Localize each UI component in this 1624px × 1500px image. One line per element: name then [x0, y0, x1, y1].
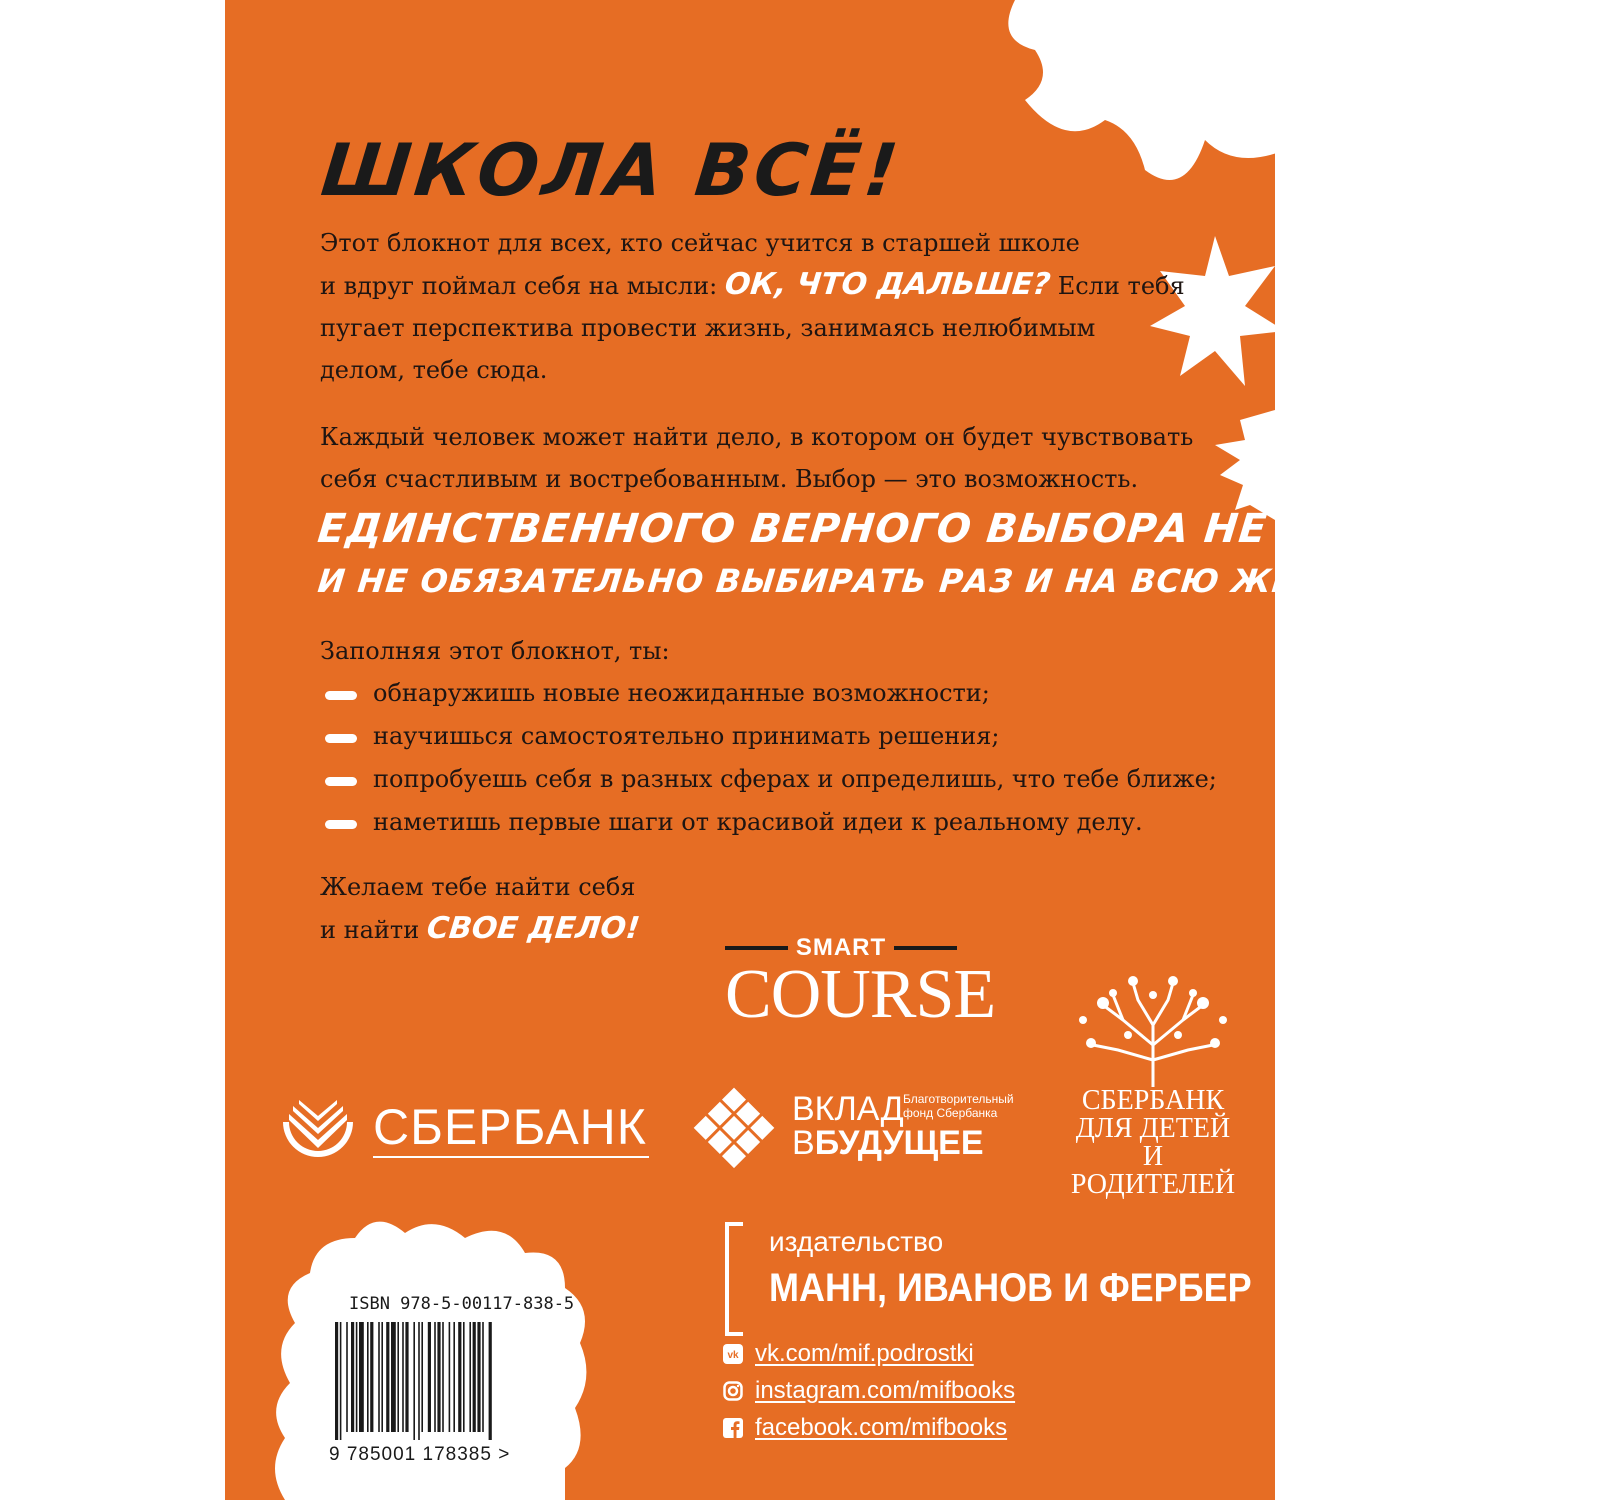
sberbank-kids-logo	[1063, 975, 1243, 1200]
intro-line: делом, тебе сюда.	[320, 356, 548, 384]
dash-bullet-icon	[325, 691, 357, 700]
social-link-text[interactable]: vk.com/mif.podrostki	[755, 1340, 974, 1367]
barcode-number: 9 785001 178385 >	[329, 1444, 511, 1465]
page-title: ШКОЛА ВСЁ!	[317, 128, 906, 212]
social-link-instagram[interactable]	[723, 1377, 1015, 1405]
intro-text: и вдруг поймал себя на мысли:	[320, 272, 718, 300]
publisher-name: МАНН, ИВАНОВ И ФЕРБЕР	[769, 1266, 1252, 1310]
social-link-vk[interactable]	[723, 1340, 974, 1368]
vklad-fund-label: Благотворительный фонд Сбербанка	[903, 1092, 1014, 1120]
isbn-label: ISBN 978-5-00117-838-5	[349, 1294, 575, 1314]
list-intro: Заполняя этот блокнот, ты:	[320, 637, 670, 665]
wish-paragraph	[320, 866, 642, 951]
intro-line: пугает перспектива провести жизнь, занимаясь нелюбимым	[320, 314, 1096, 342]
sberbank-underline	[373, 1156, 649, 1158]
tree-icon	[1073, 975, 1233, 1087]
sberbank-emblem-icon	[281, 1100, 355, 1162]
diamond-grid-icon	[689, 1088, 779, 1172]
benefits-list	[325, 672, 1217, 844]
intro-text: Если тебя	[1057, 272, 1185, 300]
book-back-cover	[225, 0, 1624, 1500]
dash-bullet-icon	[325, 734, 357, 743]
choice-paragraph	[320, 416, 1240, 500]
kids-logo-text: СБЕРБАНК ДЛЯ ДЕТЕЙ И РОДИТЕЛЕЙ	[1070, 1085, 1236, 1200]
list-item: наметишь первые шаги от красивой идеи к реальному делу.	[325, 801, 1217, 844]
wish-line: Желаем тебе найти себя	[320, 873, 636, 901]
social-link-text[interactable]: facebook.com/mifbooks	[755, 1414, 1008, 1441]
choice-line: себя счастливым и востребованным. Выбор — это возможность.	[320, 465, 1139, 493]
publisher-label: издательство	[769, 1226, 944, 1257]
smart-course-small: SMART	[795, 934, 887, 961]
wish-highlight: СВОЕ ДЕЛО!	[425, 911, 642, 946]
barcode-image	[333, 1322, 543, 1440]
smart-course-big: COURSE	[725, 956, 996, 1033]
choice-line: Каждый человек может найти дело, в котором он будет чувствовать	[320, 423, 1194, 451]
logo-rule	[894, 946, 957, 950]
highlight-statement-1: ЕДИНСТВЕННОГО ВЕРНОГО ВЫБОРА НЕ СУЩЕСТВУЕТ,	[315, 506, 1624, 552]
intro-paragraph	[320, 222, 1240, 391]
instagram-icon	[723, 1381, 743, 1401]
highlight-statement-2: И НЕ ОБЯЗАТЕЛЬНО ВЫБИРАТЬ РАЗ И НА ВСЮ ЖИЗНЬ!	[316, 562, 1395, 600]
intro-highlight: ОК, ЧТО ДАЛЬШЕ?	[723, 267, 1052, 302]
smart-course-logo	[725, 934, 996, 1033]
splash-top-right	[995, 0, 1285, 210]
vklad-line1: ВКЛАД	[792, 1090, 904, 1128]
social-link-facebook[interactable]	[723, 1414, 1007, 1442]
dash-bullet-icon	[325, 820, 357, 829]
vk-icon	[723, 1344, 743, 1364]
vklad-line2: ВБУДУЩЕЕ	[792, 1124, 984, 1162]
wish-line	[320, 908, 642, 951]
wish-text: и найти	[320, 916, 420, 944]
svg-text:vk: vk	[727, 1350, 739, 1361]
social-link-text[interactable]: instagram.com/mifbooks	[755, 1377, 1016, 1404]
sberbank-logo	[281, 1098, 661, 1158]
dash-bullet-icon	[325, 777, 357, 786]
list-item: обнаружишь новые неожиданные возможности;	[325, 672, 1217, 715]
logo-rule	[725, 946, 788, 950]
intro-line	[320, 264, 1240, 307]
facebook-icon	[723, 1418, 743, 1438]
intro-line: Этот блокнот для всех, кто сейчас учится в старшей школе	[320, 229, 1080, 257]
bracket-icon	[725, 1222, 743, 1336]
list-item: попробуешь себя в разных сферах и определишь, что тебе ближе;	[325, 758, 1217, 801]
sberbank-name: СБЕРБАНК	[373, 1099, 647, 1155]
list-item: научишься самостоятельно принимать решения;	[325, 715, 1217, 758]
vklad-v-budushchee-logo	[689, 1082, 1049, 1172]
